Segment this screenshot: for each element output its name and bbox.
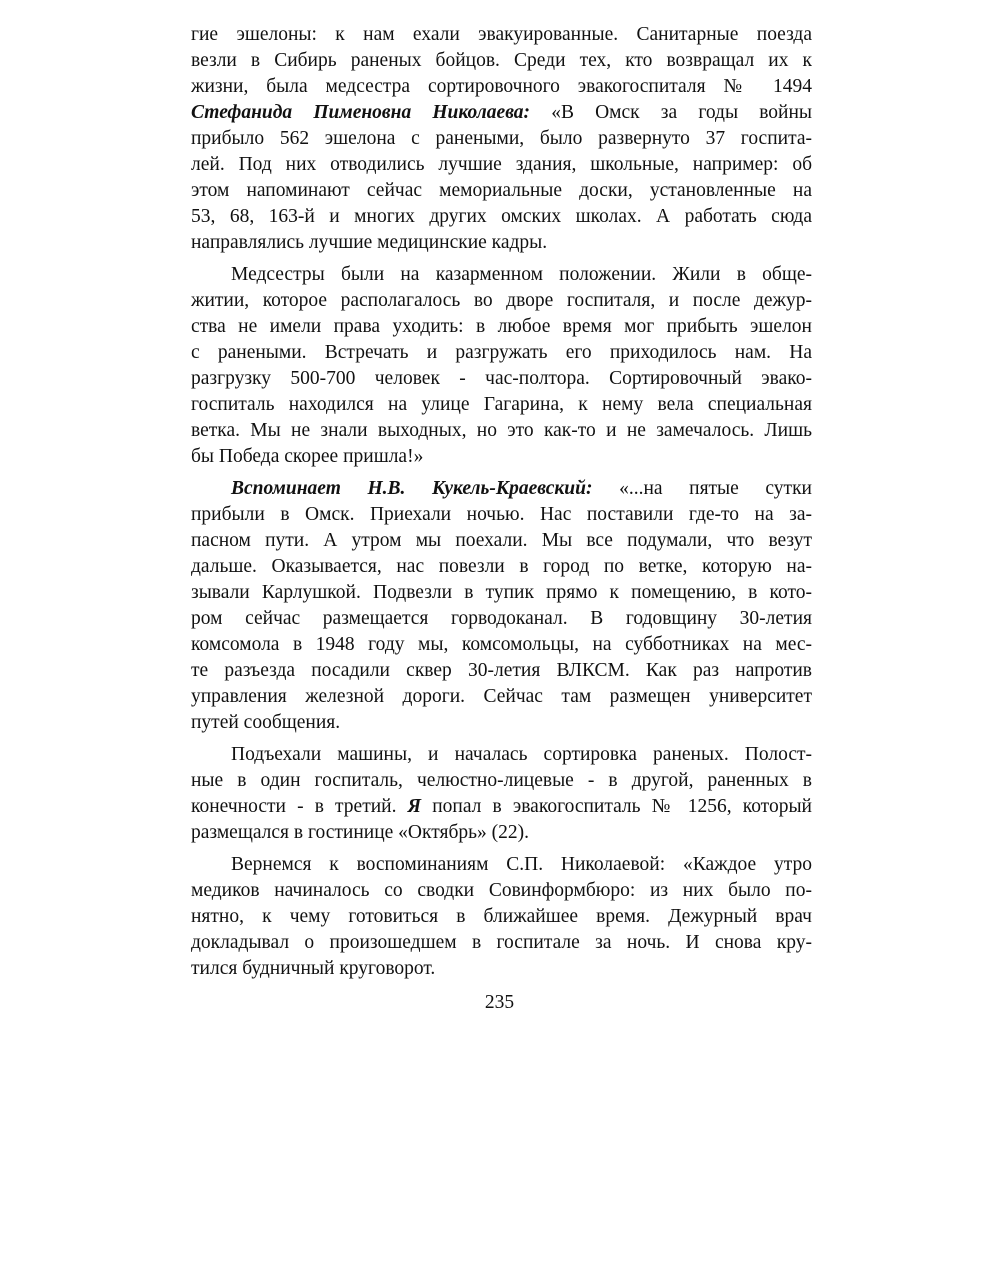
text-line: направлялись лучшие медицинские кадры. [191,232,548,253]
text-line: дальше. Оказывается, нас повезли в город по ветке, которую на- [191,556,812,577]
text-line: медиков начиналось со сводки Совинформбюро: из них было по- [191,880,812,901]
text-line: прибыли в Омск. Приехали ночью. Нас поставили где-то на за- [191,504,812,525]
text-run: конечности - в третий. [191,796,408,817]
text-line: госпиталь находился на улице Гагарина, к нему вела специальная [191,394,812,415]
text-line: жизни, была медсестра сортировочного эвакогоспиталя № 1494 [191,76,812,97]
text-run: «...на пятые сутки [592,478,812,499]
text-line: ром сейчас размещается горводоканал. В годовщину 30-летия [191,608,812,629]
text-line: везли в Сибирь раненых бойцов. Среди тех, кто возвращал их к [191,50,812,71]
text-line [191,100,812,126]
page-number: 235 [484,992,515,1013]
page-body [191,22,812,982]
text-line: тился будничный круговорот. [191,958,436,979]
text-line: докладывал о произошедшем в госпитале за ночь. И снова кру- [191,932,812,953]
text-line: Медсестры были на казарменном положении. Жили в обще- [231,264,812,285]
text-line: этом напоминают сейчас мемориальные доски, установленные на [191,180,812,201]
text-line: ства не имели права уходить: в любое время мог прибыть эшелон [191,316,812,337]
text-line: ные в один госпиталь, челюстно-лицевые - в другой, раненных в [191,770,812,791]
text-line: нятно, к чему готовиться в ближайшее время. Дежурный врач [191,906,812,927]
text-line: ветка. Мы не знали выходных, но это как-то и не замечалось. Лишь [191,420,812,441]
text-line: с ранеными. Встречать и разгружать его приходилось нам. На [191,342,812,363]
text-line: Вернемся к воспоминаниям С.П. Николаевой: «Каждое утро [231,854,812,875]
text-line: прибыло 562 эшелона с ранеными, было развернуто 37 госпита- [191,128,812,149]
text-line: гие эшелоны: к нам ехали эвакуированные. Санитарные поезда [191,24,812,45]
text-line: житии, которое располагалось во дворе госпиталя, и после дежур- [191,290,812,311]
text-line: пасном пути. А утром мы поехали. Мы все подумали, что везут [191,530,812,551]
text-line: бы Победа скорее пришла!» [191,446,424,467]
emphasized-pronoun: Я [407,796,422,817]
text-line: лей. Под них отводились лучшие здания, школьные, например: об [191,154,812,175]
text-line: управления железной дороги. Сейчас там размещен университет [191,686,812,707]
text-line: комсомола в 1948 году мы, комсомольцы, на субботниках на мес- [191,634,812,655]
text-run: «В Омск за годы войны [530,102,812,123]
paragraph [191,476,812,736]
text-line: разгрузку 500-700 человек - час-полтора. Сортировочный эвако- [191,368,812,389]
text-line: 53, 68, 163-й и многих других омских школах. А работать сюда [191,206,812,227]
text-line [191,794,812,820]
text-line: те разъезда посадили сквер 30-летия ВЛКСМ. Как раз напротив [191,660,812,681]
paragraph [191,852,812,982]
paragraph [191,262,812,470]
paragraph [191,22,812,256]
paragraph [191,742,812,846]
text-line: путей сообщения. [191,712,341,733]
text-line: размещался в гостинице «Октябрь» (22). [191,822,530,843]
text-run: попал в эвакогоспиталь № 1256, который [421,796,812,817]
text-line [191,476,812,502]
text-line: Подъехали машины, и началась сортировка раненых. Полост- [231,744,812,765]
emphasized-name: Вспоминает Н.В. Кукель-Краевский: [231,478,593,499]
text-line: зывали Карлушкой. Подвезли в тупик прямо к помещению, в кото- [191,582,812,603]
emphasized-name: Стефанида Пименовна Николаева: [191,102,531,123]
